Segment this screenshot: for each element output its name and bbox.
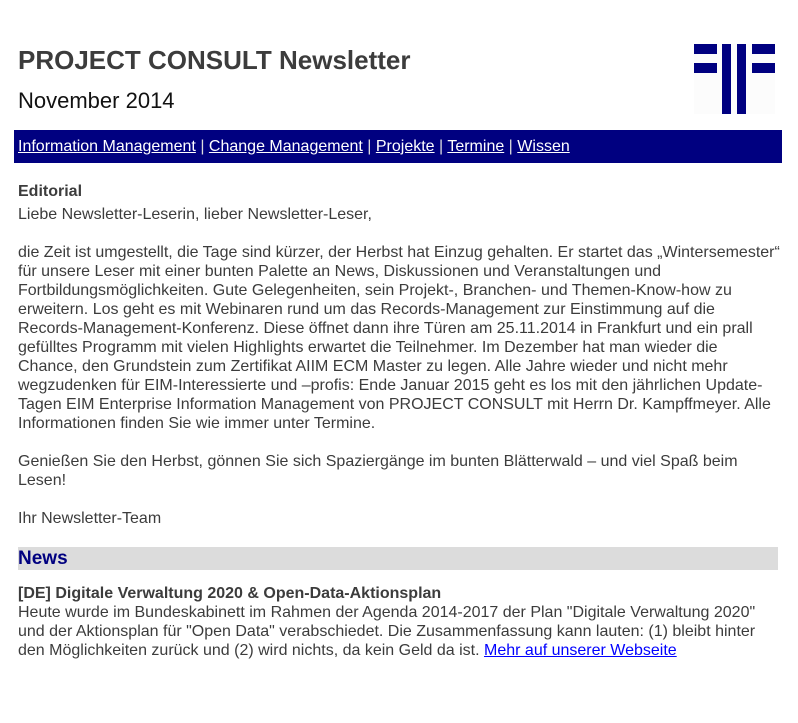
news-item-text: Heute wurde im Bundeskabinett im Rahmen der Agenda 2014-2017 der Plan "Digitale Verwaltung 2020" und der Aktionsplan für "Open Data" verabschiedet. Die Zusammenfassung kann lauten: (1) bleibt hinter den Möglichkeiten zurück und (2) wird nichts, da kein Geld da ist.	[18, 604, 756, 659]
nav-separator: |	[195, 138, 209, 155]
editorial-closing: Genießen Sie den Herbst, gönnen Sie sich Spaziergänge im bunten Blätterwald – und viel Spaß beim Lesen!	[18, 453, 738, 489]
editorial-greeting: Liebe Newsletter-Leserin, lieber Newsletter-Leser,	[18, 206, 372, 223]
newsletter-header	[0, 0, 798, 130]
editorial-heading: Editorial	[18, 183, 83, 200]
nav-projekte[interactable]: Projekte	[375, 138, 435, 155]
issue-date: November 2014	[18, 88, 175, 113]
editorial-section	[0, 183, 798, 528]
nav-separator: |	[434, 138, 448, 155]
nav-change-management[interactable]: Change Management	[208, 138, 363, 155]
nav-separator: |	[362, 138, 376, 155]
news-item-title: [DE] Digitale Verwaltung 2020 & Open-Data-Aktionsplan	[18, 585, 442, 602]
nav-termine[interactable]: Termine	[447, 138, 505, 155]
project-consult-logo-icon	[694, 44, 775, 114]
page-title: PROJECT CONSULT Newsletter	[18, 45, 411, 75]
editorial-body: die Zeit ist umgestellt, die Tage sind kürzer, der Herbst hat Einzug gehalten. Er startet das „Wintersemester“ für unsere Leser mit einer bunten Palette an News, Diskussionen und Veranstaltungen und Fortbildungsmöglichkeiten. Gute Gelegenheiten, sein Projekt-, Branchen- und Themen-Know-how zu erweitern. Los geht es mit Webinaren rund um das Records-Management zur Einstimmung auf die Records-Management-Konferenz. Diese öffnet dann ihre Türen am 25.11.2014 in Frankfurt und ein prall gefülltes Programm mit vielen Highlights erwartet die Teilnehmer. Im Dezember hat man wieder die Chance, den Grundstein zum Zertifikat AIIM ECM Master zu legen. Alle Jahre wieder und nicht mehr wegzudenken für EIM-Interessierte und –profis: Ende Januar 2015 geht es los mit den jährlichen Update-Tagen EIM Enterprise Information Management von PROJECT CONSULT mit Herrn Dr. Kampffmeyer. Alle Informationen finden Sie wie immer unter Termine.	[18, 244, 780, 432]
editorial-signature: Ihr Newsletter-Team	[18, 510, 162, 527]
section-nav	[14, 130, 782, 163]
news-item	[0, 584, 776, 660]
nav-information-management[interactable]: Information Management	[18, 138, 196, 155]
news-item-more-link[interactable]: Mehr auf unserer Webseite	[484, 642, 677, 659]
nav-separator: |	[504, 138, 518, 155]
news-heading-text: News	[18, 548, 68, 569]
nav-wissen[interactable]: Wissen	[517, 138, 570, 155]
news-heading	[18, 547, 778, 570]
